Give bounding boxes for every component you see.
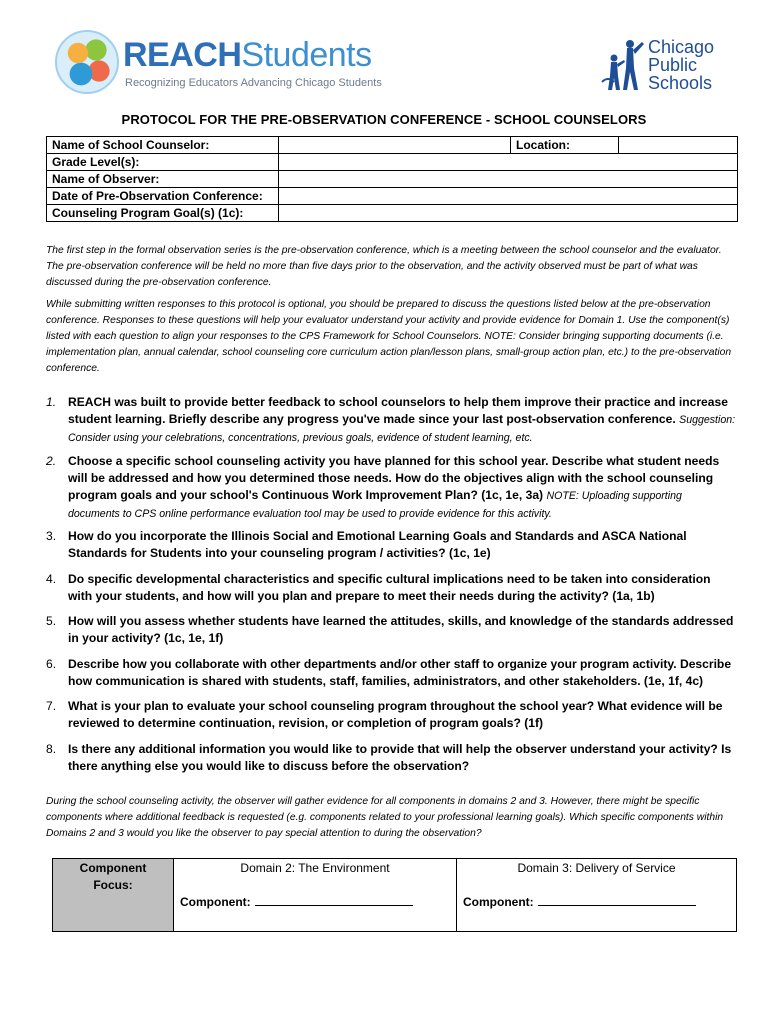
- observer-name-label: Name of Observer:: [47, 171, 279, 188]
- location-field[interactable]: [619, 137, 738, 154]
- domain-2-cell: [174, 859, 457, 932]
- question-text: Describe how you collaborate with other departments and/or other staff to organize your program activity. Describe how communication is shared with students, staff, families, administrators, and other stakeholders. (1e, 1f, 4c): [68, 657, 732, 688]
- domain-2-heading: Domain 2: The Environment: [240, 861, 390, 875]
- question-text: Choose a specific school counseling activity you have planned for this school year. Describe what student needs will be addressed and how you determined those needs. How do the objectives align with the school counseling program goals and your school's Continuous Work Improvement Plan? (1c, 1e, 3a): [68, 454, 720, 502]
- component-focus-table: [52, 858, 737, 932]
- component-focus-label: Component Focus:: [53, 859, 174, 932]
- question-note: NOTE: Uploading supporting documents to CPS online performance evaluation tool may be used to provide evidence for this activity.: [68, 490, 682, 520]
- cps-figures-icon: [600, 38, 646, 94]
- domain-2-component-field[interactable]: [255, 894, 413, 906]
- question-number: 4.: [46, 572, 57, 586]
- question-note: Suggestion: Consider using your celebrations, concentrations, previous goals, evidence of student learning, etc.: [68, 414, 736, 444]
- component-label: Component:: [463, 895, 534, 909]
- grade-level-label: Grade Level(s):: [47, 154, 279, 171]
- closing-paragraph: During the school counseling activity, the observer will gather evidence for all components in domains 2 and 3. However, there might be specific components where additional feedback is requested (e.g. components related to your professional learning goals). Which specific components within Domains 2 and 3 would you like the observer to pay special attention to during the observation?: [46, 796, 724, 839]
- location-label: Location:: [511, 137, 619, 154]
- domain-3-heading: Domain 3: Delivery of Service: [517, 861, 676, 875]
- counselor-name-label: Name of School Counselor:: [47, 137, 279, 154]
- counselor-name-field[interactable]: [279, 137, 511, 154]
- intro-paragraph-1: The first step in the formal observation series is the pre-observation conference, which is a meeting between the school counselor and the evaluator. The pre-observation conference will be held no more than five days prior to the observation, and the activity observed must be part of what was discussed during the pre-observation conference.: [46, 245, 722, 288]
- domain-3-component-field[interactable]: [538, 894, 696, 906]
- component-label: Component:: [180, 895, 251, 909]
- conference-date-label: Date of Pre-Observation Conference:: [47, 188, 279, 205]
- domain-3-cell: [457, 859, 737, 932]
- hands-circle-icon: [55, 30, 119, 94]
- question-text: How will you assess whether students have learned the attitudes, skills, and knowledge of the standards addressed in your activity? (1c, 1e, 1f): [68, 614, 734, 645]
- question-number: 7.: [46, 699, 57, 713]
- program-goals-label: Counseling Program Goal(s) (1c):: [47, 205, 279, 222]
- question-text: REACH was built to provide better feedback to school counselors to help them improve their practice and increase student learning. Briefly describe any progress you've made since your last post-observation conference.: [68, 395, 728, 426]
- counselor-info-table: [46, 136, 738, 222]
- question-text: What is your plan to evaluate your school counseling program throughout the school year? What evidence will be reviewed to determine continuation, revision, or completion of program goals? (1f): [68, 699, 723, 730]
- question-number: 3.: [46, 529, 57, 543]
- question-number: 2.: [46, 454, 57, 468]
- question-text: Do specific developmental characteristics and specific cultural implications need to be taken into consideration with your students, and how will you plan and prepare to meet their needs during the activity? (1a, 1b): [68, 572, 711, 603]
- reach-logo-tagline: Recognizing Educators Advancing Chicago Students: [125, 77, 382, 89]
- question-number: 8.: [46, 742, 57, 756]
- observer-name-field[interactable]: [279, 171, 738, 188]
- grade-level-field[interactable]: [279, 154, 738, 171]
- question-text: How do you incorporate the Illinois Social and Emotional Learning Goals and Standards and ASCA National Standards for Students into your counseling program / activities? (1c, 1e): [68, 529, 687, 560]
- question-text: Is there any additional information you would like to provide that will help the observer understand your activity? Is there anything else you would like to discuss before the observation?: [68, 742, 732, 773]
- question-number: 6.: [46, 657, 57, 671]
- reach-logo-wordmark: REACHStudents: [123, 36, 372, 74]
- reach-students-logo: [55, 30, 382, 100]
- question-number: 5.: [46, 614, 57, 628]
- question-number: 1.: [46, 395, 57, 409]
- intro-paragraph-2: While submitting written responses to this protocol is optional, you should be prepared to discuss the questions listed below at the pre-observation conference. Responses to these questions will help your evaluator understand your activity and provide evidence for Domain 1. Use the component(s) listed with each question to align your responses to the CPS Framework for School Counselors. NOTE: Consider bringing supporting documents (i.e. implementation plan, annual calendar, school counseling core curriculum action plan/lesson plans, small-group action plan, etc.) to the pre-observation conference.: [46, 299, 732, 374]
- program-goals-field[interactable]: [279, 205, 738, 222]
- conference-date-field[interactable]: [279, 188, 738, 205]
- cps-logo-text: Chicago Public Schools: [648, 37, 715, 93]
- chicago-public-schools-logo: [600, 36, 730, 98]
- document-title: PROTOCOL FOR THE PRE-OBSERVATION CONFERENCE - SCHOOL COUNSELORS: [121, 112, 647, 127]
